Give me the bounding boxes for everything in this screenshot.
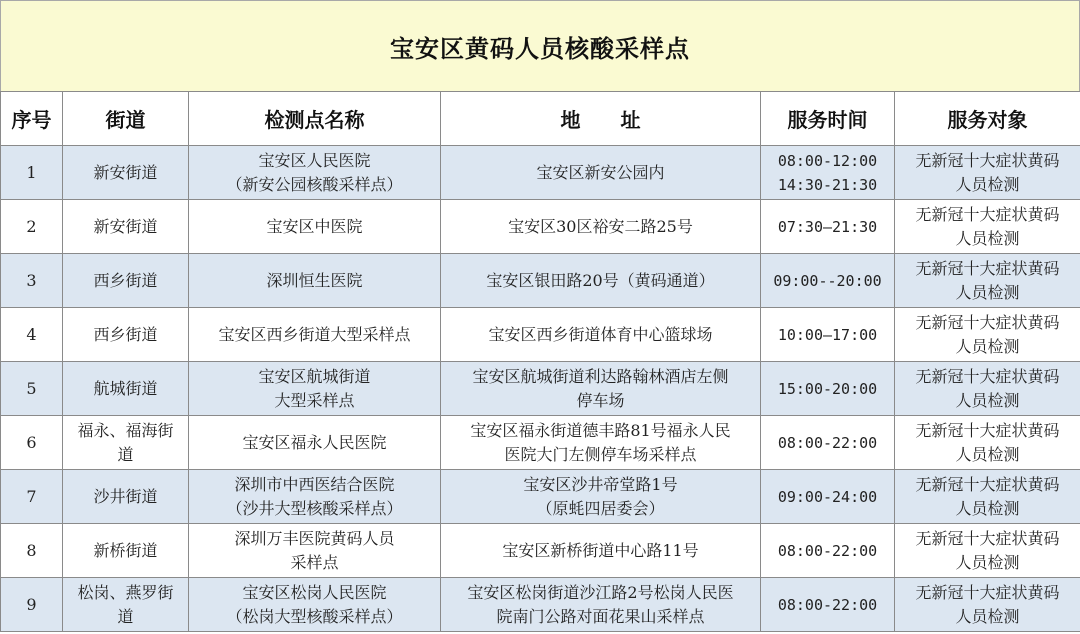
cell-line: 无新冠十大症状黄码 <box>915 474 1060 494</box>
cell-line: 08:00-22:00 <box>777 541 878 560</box>
cell-line: 08:00-22:00 <box>777 433 878 452</box>
header-street: 街道 <box>63 92 189 146</box>
cell-line: （新安公园核酸采样点） <box>226 174 403 194</box>
header-target: 服务对象 <box>895 92 1080 146</box>
table-row <box>1 416 1080 470</box>
cell-time <box>761 362 895 416</box>
cell-no: 9 <box>1 578 63 632</box>
cell-time <box>761 200 895 254</box>
cell-line: 07:30—21:30 <box>777 217 878 236</box>
cell-street <box>63 146 189 200</box>
table-row <box>1 200 1080 254</box>
cell-time <box>761 254 895 308</box>
cell-line: （松岗大型核酸采样点） <box>226 606 403 626</box>
cell-line: （原蚝四居委会） <box>536 498 665 518</box>
cell-line: 10:00—17:00 <box>777 325 878 344</box>
cell-line: 无新冠十大症状黄码 <box>915 312 1060 332</box>
cell-line: 宝安区福永人民医院 <box>242 432 387 452</box>
cell-no: 4 <box>1 308 63 362</box>
cell-line: 宝安区西乡街道体育中心篮球场 <box>488 324 713 344</box>
cell-line: 福永、福海街 <box>77 420 174 440</box>
header-time: 服务时间 <box>761 92 895 146</box>
cell-no: 3 <box>1 254 63 308</box>
table-row <box>1 308 1080 362</box>
table-row <box>1 470 1080 524</box>
cell-line: 人员检测 <box>955 444 1020 464</box>
cell-target <box>895 362 1080 416</box>
cell-line: 沙井街道 <box>93 486 158 506</box>
cell-target <box>895 524 1080 578</box>
cell-time <box>761 578 895 632</box>
cell-line: 深圳市中西医结合医院 <box>234 474 395 494</box>
cell-line: 宝安区福永街道德丰路81号福永人民 <box>470 420 731 440</box>
page-title: 宝安区黄码人员核酸采样点 <box>0 0 1080 91</box>
cell-line: 无新冠十大症状黄码 <box>915 528 1060 548</box>
cell-target <box>895 308 1080 362</box>
cell-line: 14:30-21:30 <box>777 175 878 194</box>
cell-line: 09:00-24:00 <box>777 487 878 506</box>
cell-site <box>189 200 441 254</box>
cell-line: 无新冠十大症状黄码 <box>915 582 1060 602</box>
cell-line: 人员检测 <box>955 390 1020 410</box>
cell-no: 8 <box>1 524 63 578</box>
cell-address <box>441 254 761 308</box>
cell-line: 宝安区人民医院 <box>258 150 371 170</box>
cell-street <box>63 470 189 524</box>
cell-address <box>441 362 761 416</box>
cell-line: 宝安区新桥街道中心路11号 <box>502 540 699 560</box>
cell-line: 深圳万丰医院黄码人员 <box>234 528 395 548</box>
cell-line: 院南门公路对面花果山采样点 <box>496 606 705 626</box>
cell-time <box>761 416 895 470</box>
cell-line: 深圳恒生医院 <box>266 270 363 290</box>
cell-line: 宝安区松岗街道沙江路2号松岗人民医 <box>467 582 734 602</box>
cell-site <box>189 578 441 632</box>
cell-time <box>761 470 895 524</box>
cell-line: （沙井大型核酸采样点） <box>226 498 403 518</box>
cell-line: 道 <box>117 444 134 464</box>
cell-street <box>63 308 189 362</box>
cell-line: 宝安区新安公园内 <box>536 162 665 182</box>
cell-line: 宝安区松岗人民医院 <box>242 582 387 602</box>
cell-site <box>189 254 441 308</box>
cell-target <box>895 578 1080 632</box>
table-row <box>1 254 1080 308</box>
cell-line: 大型采样点 <box>274 390 355 410</box>
cell-line: 08:00-22:00 <box>777 595 878 614</box>
cell-line: 宝安区航城街道 <box>258 366 371 386</box>
cell-site <box>189 524 441 578</box>
cell-line: 松岗、燕罗街 <box>77 582 174 602</box>
cell-site <box>189 416 441 470</box>
cell-site <box>189 470 441 524</box>
cell-line: 无新冠十大症状黄码 <box>915 150 1060 170</box>
table-row <box>1 146 1080 200</box>
cell-site <box>189 362 441 416</box>
cell-no: 7 <box>1 470 63 524</box>
cell-line: 人员检测 <box>955 336 1020 356</box>
cell-address <box>441 524 761 578</box>
cell-line: 宝安区西乡街道大型采样点 <box>218 324 411 344</box>
cell-target <box>895 416 1080 470</box>
cell-time <box>761 146 895 200</box>
cell-line: 新安街道 <box>93 216 158 236</box>
cell-line: 人员检测 <box>955 552 1020 572</box>
header-address: 地 址 <box>441 92 761 146</box>
cell-line: 无新冠十大症状黄码 <box>915 204 1060 224</box>
cell-address <box>441 416 761 470</box>
cell-line: 人员检测 <box>955 606 1020 626</box>
table-row <box>1 524 1080 578</box>
cell-address <box>441 146 761 200</box>
cell-line: 道 <box>117 606 134 626</box>
cell-line: 西乡街道 <box>93 324 158 344</box>
cell-line: 宝安区沙井帝堂路1号 <box>523 474 678 494</box>
cell-time <box>761 308 895 362</box>
cell-street <box>63 200 189 254</box>
cell-line: 08:00-12:00 <box>777 151 878 170</box>
cell-target <box>895 200 1080 254</box>
cell-line: 人员检测 <box>955 498 1020 518</box>
cell-line: 新桥街道 <box>93 540 158 560</box>
cell-no: 6 <box>1 416 63 470</box>
cell-street <box>63 578 189 632</box>
cell-line: 宝安区航城街道利达路翰林酒店左侧 <box>472 366 729 386</box>
cell-line: 宝安区中医院 <box>266 216 363 236</box>
cell-line: 采样点 <box>290 552 339 572</box>
cell-site <box>189 308 441 362</box>
cell-line: 航城街道 <box>93 378 158 398</box>
cell-site <box>189 146 441 200</box>
cell-line: 人员检测 <box>955 282 1020 302</box>
cell-line: 无新冠十大症状黄码 <box>915 420 1060 440</box>
sampling-sites-table <box>0 91 1080 632</box>
cell-line: 停车场 <box>576 390 625 410</box>
cell-target <box>895 146 1080 200</box>
header-no: 序号 <box>1 92 63 146</box>
cell-line: 人员检测 <box>955 174 1020 194</box>
cell-line: 医院大门左侧停车场采样点 <box>504 444 697 464</box>
cell-address <box>441 470 761 524</box>
cell-target <box>895 470 1080 524</box>
cell-target <box>895 254 1080 308</box>
cell-address <box>441 578 761 632</box>
cell-line: 09:00--20:00 <box>773 271 882 290</box>
cell-street <box>63 362 189 416</box>
cell-address <box>441 308 761 362</box>
cell-line: 宝安区30区裕安二路25号 <box>508 216 693 236</box>
cell-line: 宝安区银田路20号（黄码通道） <box>486 270 715 290</box>
table-row <box>1 362 1080 416</box>
cell-street <box>63 524 189 578</box>
cell-line: 西乡街道 <box>93 270 158 290</box>
cell-line: 人员检测 <box>955 228 1020 248</box>
table-row <box>1 578 1080 632</box>
header-row <box>1 92 1080 146</box>
cell-time <box>761 524 895 578</box>
cell-no: 2 <box>1 200 63 254</box>
cell-street <box>63 416 189 470</box>
cell-line: 无新冠十大症状黄码 <box>915 258 1060 278</box>
cell-no: 5 <box>1 362 63 416</box>
cell-line: 新安街道 <box>93 162 158 182</box>
cell-street <box>63 254 189 308</box>
cell-no: 1 <box>1 146 63 200</box>
header-site: 检测点名称 <box>189 92 441 146</box>
table-body <box>1 146 1080 632</box>
cell-address <box>441 200 761 254</box>
cell-line: 15:00-20:00 <box>777 379 878 398</box>
cell-line: 无新冠十大症状黄码 <box>915 366 1060 386</box>
